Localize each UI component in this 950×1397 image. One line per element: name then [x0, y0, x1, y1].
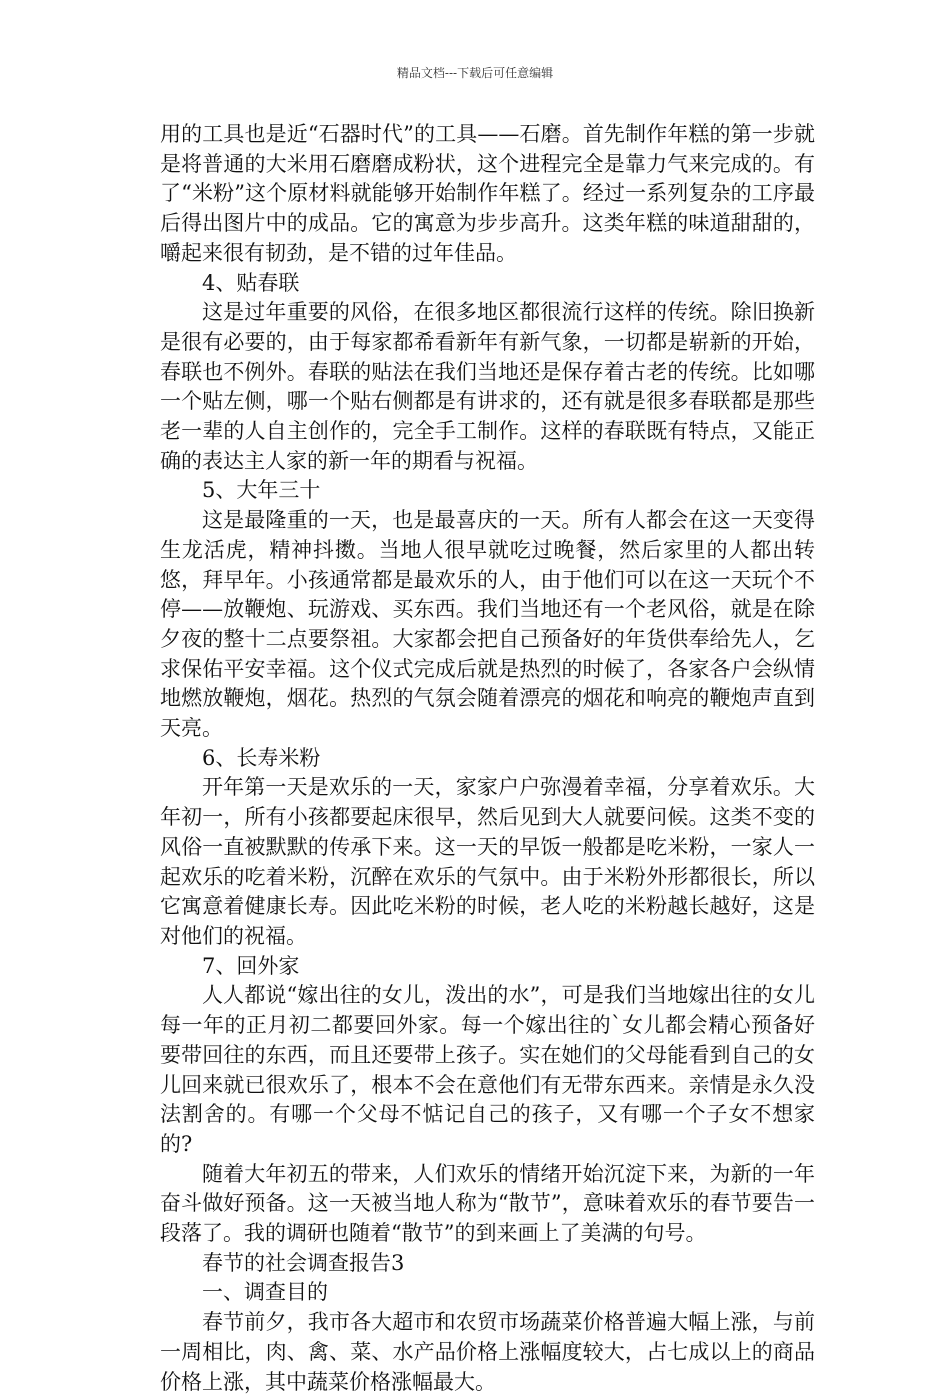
section-heading-longevity-noodles: 6、长寿米粉 [202, 745, 321, 770]
section-heading-return-home: 7、回外家 [202, 953, 300, 978]
paragraph: 人人都说“嫁出往的女儿，泼出的水”，可是我们当地嫁出往的女儿每一年的正月初二都要回外家。每一个嫁出往的`女儿都会精心预备好要带回往的东西，而且还要带上孩子。实在她们的父母能看到自己的女儿回来就已很欢乐了，根本不会在意他们有无带东西来。亲情是永久没法割舍的。有哪一个父母不惦记自己的孩子，又有哪一个子女不想家的? [160, 983, 815, 1156]
page-header: 精品文档---下载后可任意编辑 [396, 66, 554, 80]
paragraph: 这是最隆重的一天，也是最喜庆的一天。所有人都会在这一天变得生龙活虎，精神抖擞。当地人很早就吃过晚餐，然后家里的人都出转悠，拜早年。小孩通常都是最欢乐的人，由于他们可以在这一天玩个不停——放鞭炮、玩游戏、买东西。我们当地还有一个老风俗，就是在除夕夜的整十二点要祭祖。大家都会把自己预备好的年货供奉给先人，乞求保佑平安幸福。这个仪式完成后就是热烈的时候了，各家各户会纵情地燃放鞭炮，烟花。热烈的气氛会随着漂亮的烟花和响亮的鞭炮声直到天亮。 [160, 508, 815, 741]
paragraph: 春节前夕，我市各大超市和农贸市场蔬菜价格普遍大幅上涨，与前一周相比，肉、禽、菜、水产品价格上涨幅度较大，占七成以上的商品价格上涨，其中蔬菜价格涨幅最大。 [160, 1310, 815, 1394]
section-heading-purpose: 一、调查目的 [202, 1280, 328, 1305]
report-title: 春节的社会调查报告3 [202, 1250, 405, 1275]
paragraph-continued: 用的工具也是近“石器时代”的工具——石磨。首先制作年糕的第一步就是将普通的大米用石磨磨成粉状，这个进程完全是靠力气来完成的。有了“米粉”这个原材料就能够开始制作年糕了。经过一系列复杂的工序最后得出图片中的成品。它的寓意为步步高升。这类年糕的味道甜甜的，嚼起来很有韧劲，是不错的过年佳品。 [160, 122, 815, 265]
paragraph: 这是过年重要的风俗，在很多地区都很流行这样的传统。除旧换新是很有必要的，由于每家都希看新年有新气象，一切都是崭新的开始，春联也不例外。春联的贴法在我们当地还是保存着古老的传统。比如哪一个贴左侧，哪一个贴右侧都是有讲求的，还有就是很多春联都是那些老一辈的人自主创作的，完全手工制作。这样的春联既有特点，又能正确的表达主人家的新一年的期看与祝福。 [160, 300, 815, 473]
paragraph: 开年第一天是欢乐的一天，家家户户弥漫着幸福，分享着欢乐。大年初一，所有小孩都要起床很早，然后见到大人就要问候。这类不变的风俗一直被默默的传承下来。这一天的早饭一般都是吃米粉，一家人一起欢乐的吃着米粉，沉醉在欢乐的气氛中。由于米粉外形都很长，所以它寓意着健康长寿。因此吃米粉的时候，老人吃的米粉越长越好，这是对他们的祝福。 [160, 775, 815, 948]
paragraph: 随着大年初五的带来，人们欢乐的情绪开始沉淀下来，为新的一年奋斗做好预备。这一天被当地人称为“散节”，意味着欢乐的春节要告一段落了。我的调研也随着“散节”的到来画上了美满的句号。 [160, 1161, 815, 1246]
section-heading-spring-couplets: 4、贴春联 [202, 270, 300, 295]
section-heading-new-years-eve: 5、大年三十 [202, 478, 321, 503]
document-body [160, 120, 815, 1397]
